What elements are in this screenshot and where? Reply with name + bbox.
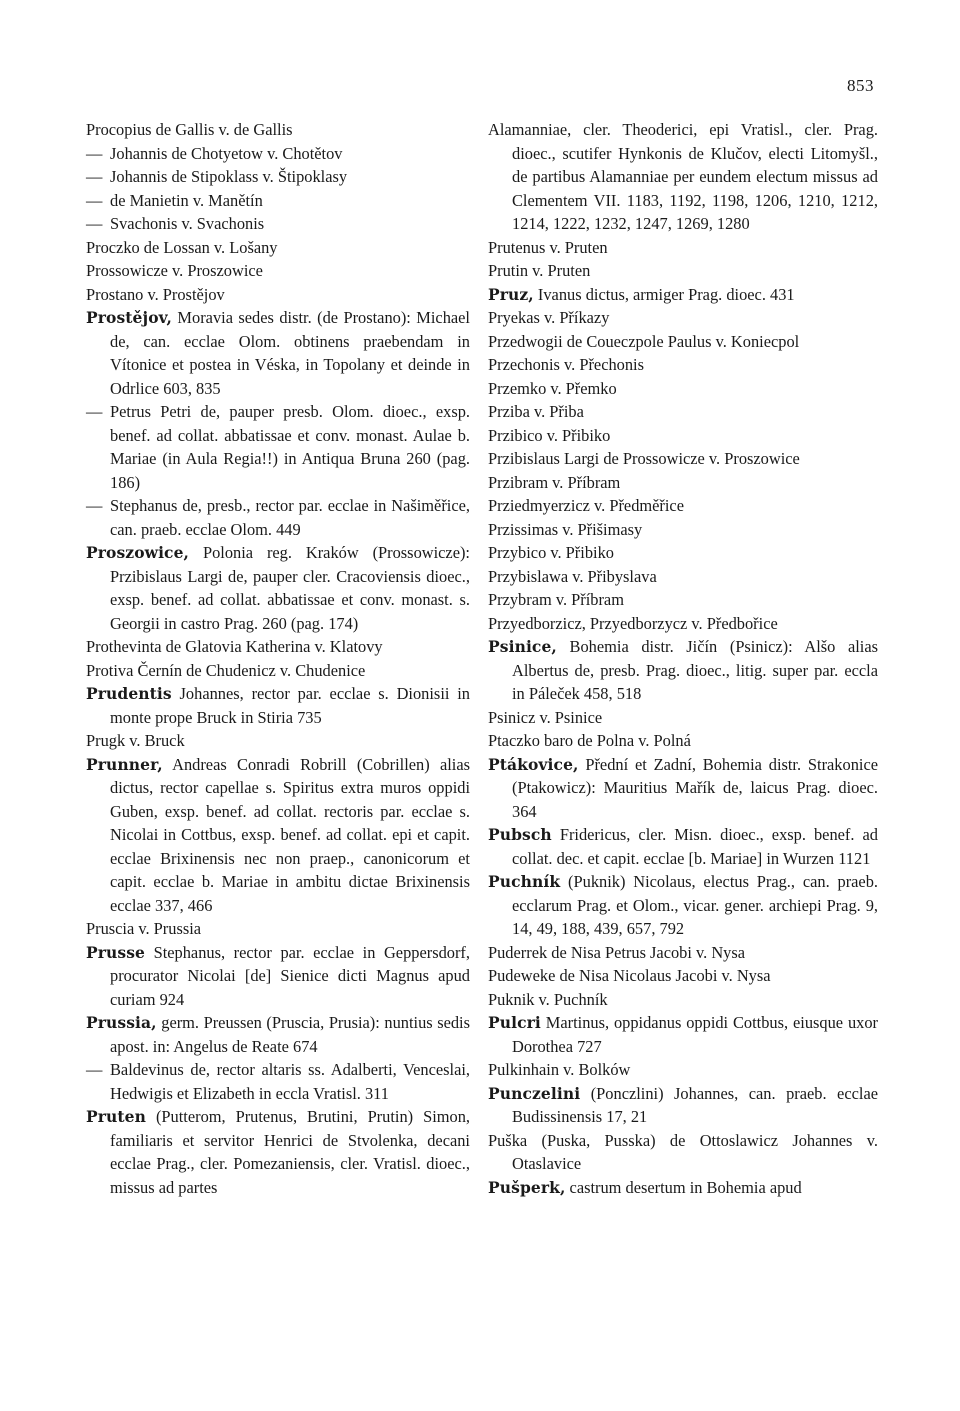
entry-text: Svachonis v. Svachonis [110,214,265,233]
index-entry [86,682,470,729]
index-entry [488,494,878,518]
entry-text: germ. Preussen (Pruscia, Prusia): nuntius sedis apost. in: Angelus de Reate 674 [110,1013,470,1056]
index-entry [488,118,878,236]
index-entry [86,1011,470,1058]
index-entry [488,518,878,542]
index-entry [86,753,470,918]
index-entry [86,917,470,941]
entry-headword: Puchník [488,872,561,891]
index-entry [488,353,878,377]
entry-text: Przibram v. Příbram [488,472,621,492]
entry-text: Procopius de Gallis v. de Gallis [86,120,293,139]
entry-text: Puška (Puska, Pusska) de Ottoslawicz Johannes v. Otaslavice [488,1130,878,1173]
entry-text: Przissimas v. Přišimasy [488,519,643,539]
index-subentry [86,165,470,189]
index-entry [86,729,470,753]
entry-text: Johannis de Stipoklass v. Štipoklasy [110,167,348,186]
index-entry [488,1011,878,1058]
entry-text: Polonia reg. Kraków (Prossowicze): Przibislaus Largi de, pauper cler. Cracoviensis dioec., exsp. benef. ad collat. abbatissae et conv. monast. s. Georgii in castro Prag. 260 (pag. 174) [110,543,470,633]
entry-headword: Punczelini [488,1083,581,1103]
index-subentry [86,212,470,236]
entry-text: Pudeweke de Nisa Nicolaus Jacobi v. Nysa [488,966,771,985]
entry-text: Puderrek de Nisa Petrus Jacobi v. Nysa [488,942,746,962]
entry-headword: Ptákovice, [488,754,579,774]
right-column [488,118,878,1199]
entry-text: Przybislawa v. Přibyslava [488,566,657,586]
index-entry [488,1082,878,1129]
entry-text: (Puknik) Nicolaus, electus Prag., can. praeb. ecclarum Prag. et Olom., vicar. gener. archiepi Prag. 9, 14, 49, 188, 439, 657, 792 [512,872,878,938]
index-entry [86,306,470,400]
index-entry [86,259,470,283]
entry-text: Prugk v. Bruck [86,731,185,750]
index-entry [488,541,878,565]
entry-text: Pruscia v. Prussia [86,919,202,938]
index-subentry [86,1058,470,1105]
index-entry [488,259,878,283]
entry-text: Proczko de Lossan v. Lošany [86,237,278,257]
entry-text: Pryekas v. Příkazy [488,308,610,327]
index-entry [488,565,878,589]
entry-text: Prostano v. Prostějov [86,284,225,304]
index-entry [488,306,878,330]
index-entry [488,753,878,824]
entry-text: Pulkinhain v. Bolków [488,1060,631,1079]
entry-text: (Putterom, Prutenus, Brutini, Prutin) Simon, familiaris et servitor Henrici de Stvolenka, decani ecclae Prag., cler. Pomezaniensis, cler. Vratisl. dioec., missus ad partes [110,1107,470,1197]
index-entry [488,236,878,260]
entry-text: Andreas Conradi Robrill (Cobrillen) alias dictus, rector capellae s. Spiritus extra muros oppidi Guben, exsp. benef. ad collat. rectoris par. ecclae s. Nicolai in Cottbus, exsp. benef. ad collat. epi et capit. ecclae Brixinensis nec non praep., canonicorum et capit. ecclae b. Mariae in ambitu dictae Brixinensis ecclae 337, 466 [110,754,470,915]
entry-text: Johannis de Chotyetow v. Chotětov [110,143,343,163]
index-entry [86,635,470,659]
entry-text: Prziedmyerzicz v. Předměřice [488,496,684,515]
entry-text: Baldevinus de, rector altaris ss. Adalberti, Venceslai, Hedwigis et Elizabeth in eccla Vratisl. 311 [110,1060,470,1103]
index-entry [86,1105,470,1199]
entry-text: Protiva Černín de Chudenicz v. Chudenice [86,660,366,680]
index-entry [488,964,878,988]
entry-headword: Prunner, [86,754,163,774]
index-entry [86,236,470,260]
index-entry [488,447,878,471]
entry-headword: Psinice, [488,637,557,656]
entry-headword: Prussia, [86,1013,157,1032]
entry-text: Przybram v. Příbram [488,590,624,609]
entry-headword: Proszowice, [86,543,190,562]
index-entry [488,612,878,636]
entry-text: castrum desertum in Bohemia apud [565,1177,802,1197]
entry-text: de Manietin v. Manětín [110,190,263,210]
index-entry [488,706,878,730]
index-entry [488,823,878,870]
entry-text: Przibislaus Largi de Prossowicze v. Proszowice [488,449,800,468]
entry-headword: Pulcri [488,1013,541,1032]
index-subentry [86,400,470,494]
index-entry [488,941,878,965]
entry-headword: Pubsch [488,825,552,844]
index-entry [488,1176,878,1200]
index-entry [86,283,470,307]
entry-text: Przyedborzicz, Przyedborzycz v. Předbořice [488,613,778,633]
entry-text: Prothevinta de Glatovia Katherina v. Klatovy [86,637,383,656]
entry-text: Martinus, oppidanus oppidi Cottbus, eiusque uxor Dorothea 727 [512,1013,878,1056]
entry-text: Psinicz v. Psinice [488,707,603,727]
index-entry [488,330,878,354]
entry-headword: Pruten [86,1107,146,1126]
entry-text: Stephanus, rector par. ecclae in Geppersdorf, procurator Nicolai [de] Sienice dicti Magnus apud curiam 924 [110,942,470,1009]
entry-text: Ivanus dictus, armiger Prag. dioec. 431 [533,284,795,304]
index-entry [488,870,878,941]
entry-headword: Prudentis [86,684,172,703]
index-entry [488,588,878,612]
index-entry [488,1129,878,1176]
index-subentry [86,189,470,213]
entry-headword: Prusse [86,942,146,962]
page-number: 853 [847,76,874,95]
entry-text: Stephanus de, presb., rector par. ecclae in Našiměřice, can. praeb. ecclae Olom. 449 [110,496,470,539]
entry-text: Přední et Zadní, Bohemia distr. Strakonice (Ptakowicz): Mauritius Mařík de, laicus Prag. dioec. 364 [512,754,878,821]
entry-text: Johannes, rector par. ecclae s. Dionisii in monte prope Bruck in Stiria 735 [110,684,470,727]
index-entry [488,471,878,495]
index-entry [86,118,470,142]
left-column [86,118,470,1199]
entry-text: Przibico v. Přibiko [488,425,611,445]
entry-text: Przybico v. Přibiko [488,543,614,562]
index-entry [488,424,878,448]
entry-text: Przechonis v. Přechonis [488,355,644,374]
index-entry [86,541,470,635]
entry-headword: Prostějov, [86,308,172,327]
index-entry [488,400,878,424]
entry-text: Prutenus v. Pruten [488,237,608,257]
index-entry [488,729,878,753]
index-entry [488,1058,878,1082]
entry-text: Prossowicze v. Proszowice [86,261,263,280]
entry-text: Prutin v. Pruten [488,261,591,280]
entry-text: Fridericus, cler. Misn. dioec., exsp. benef. ad collat. dec. et capit. ecclae [b. Mariae] in Wurzen 1121 [512,825,878,868]
index-entry [488,377,878,401]
index-entry [86,659,470,683]
entry-text: Bohemia distr. Jičín (Psinicz): Alšo alias Albertus de, presb. Prag. dioec., litig. super par. eccla in Páleček 458, 518 [512,637,878,703]
index-entry [488,988,878,1012]
entry-headword: Pruz, [488,284,534,304]
index-subentry [86,142,470,166]
entry-text: Przemko v. Přemko [488,378,617,398]
entry-text: Przedwogii de Coueczpole Paulus v. Koniecpol [488,331,800,351]
entry-headword: Pušperk, [488,1177,566,1197]
index-entry [488,283,878,307]
entry-text: Alamanniae, cler. Theoderici, epi Vratisl., cler. Prag. dioec., scutifer Hynkonis de Klučov, electi Litomyšl., de partibus Alamanniae per eundem electum missus ad Clementem VII. 1183, 1192, 1198, 1206, 1210, 1212, 1214, 1222, 1232, 1247, 1269, 1280 [488,120,878,233]
index-entry [86,941,470,1012]
entry-text: Ptaczko baro de Polna v. Polná [488,731,691,750]
entry-text: (Ponczlini) Johannes, can. praeb. ecclae Budissinensis 17, 21 [512,1083,878,1126]
index-entry [488,635,878,706]
index-subentry [86,494,470,541]
entry-text: Prziba v. Přiba [488,402,584,421]
entry-text: Petrus Petri de, pauper presb. Olom. dioec., exsp. benef. ad collat. abbatissae et conv. monast. Aulae b. Mariae (in Aula Regia!!) in Antiqua Bruna 260 (pag. 186) [110,402,470,492]
entry-text: Puknik v. Puchník [488,989,608,1009]
entry-text: Moravia sedes distr. (de Prostano): Michael de, can. ecclae Olom. obtinens praebendam in Vítonice et postea in Véska, in Topolany et deinde in Odrlice 603, 835 [110,308,470,398]
